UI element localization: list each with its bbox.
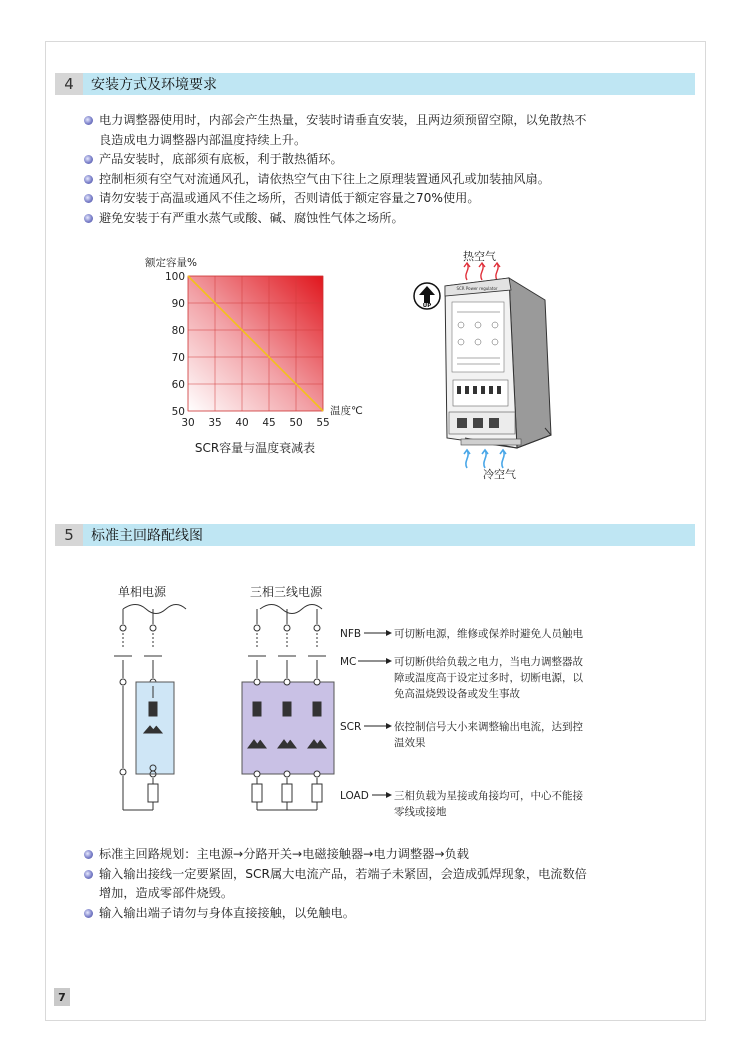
chart-y-ticks [165, 271, 185, 418]
svg-text:MC: MC [340, 656, 357, 668]
section-4-header [55, 73, 695, 95]
bullet-icon [84, 175, 93, 184]
chart-xlabel: 温度℃ [330, 405, 363, 417]
chart-x-tick-label: 35 [208, 417, 222, 429]
section-4-bullets [84, 111, 674, 228]
annotation-nfb [340, 627, 583, 640]
section-5-header [55, 524, 695, 546]
chart-x-ticks [181, 417, 329, 429]
scr-description-line: 依控制信号大小来调整输出电流，达到控 [394, 721, 583, 733]
derating-chart [140, 252, 370, 462]
list-item: 增加，造成零部件烧毁。 [99, 886, 234, 900]
up-icon [414, 283, 440, 309]
hot-air-arrows-icon [464, 263, 500, 280]
chart-y-tick-label: 70 [171, 352, 185, 364]
list-item: 标准主回路规划：主电源→分路开关→电磁接触器→电力调整器→负载 [84, 845, 674, 865]
chart-ylabel: 额定容量% [145, 257, 197, 269]
chart-y-tick-label: 100 [164, 271, 185, 283]
svg-text:NFB: NFB [340, 628, 362, 640]
wiring-diagram [100, 578, 660, 828]
list-item: 电力调整器使用时，内部会产生热量，安装时请垂直安装，且两边须预留空隙，以免散热不 [84, 111, 674, 131]
scr-description-line: 温效果 [394, 737, 426, 749]
bullet-icon [84, 870, 93, 879]
section-4-number: 4 [55, 73, 83, 95]
mc-description-line: 障或温度高于设定过多时，切断电源，以 [394, 672, 583, 684]
device-illustration [405, 240, 585, 485]
annotation-mc [340, 655, 583, 700]
chart-x-tick-label: 45 [262, 417, 276, 429]
ac-source-icon [123, 605, 186, 614]
device-brand-text: SCR Power regulator [456, 286, 498, 291]
page-number: 7 [54, 988, 70, 1006]
bullet-icon [84, 194, 93, 203]
ac-source-icon [260, 605, 322, 614]
svg-text:UP: UP [422, 303, 432, 309]
list-item: 避免安装于有严重水蒸气或酸、碱、腐蚀性气体之场所。 [84, 209, 674, 229]
bullet-icon [84, 116, 93, 125]
list-item: 输入输出接线一定要紧固，SCR属大电流产品，若端子未紧固，会造成弧焊现象，电流数倍 [84, 865, 674, 885]
hot-air-label: 热空气 [463, 250, 496, 263]
list-item: 产品安装时，底部须有底板，利于散热循环。 [84, 150, 674, 170]
list-item: 输入输出端子请勿与身体直接接触，以免触电。 [84, 904, 674, 924]
section-4-title: 安装方式及环境要求 [83, 73, 695, 95]
svg-text:SCR: SCR [340, 721, 362, 733]
bullet-icon [84, 850, 93, 859]
bullet-icon [84, 155, 93, 164]
single-phase-circuit [114, 605, 186, 811]
three-phase-circuit [242, 605, 334, 811]
list-item: 良造成电力调整器内部温度持续上升。 [99, 132, 307, 147]
svg-text:LOAD: LOAD [340, 790, 369, 802]
chart-y-tick-label: 60 [171, 379, 185, 391]
section-5-number: 5 [55, 524, 83, 546]
load-description-line: 三相负载为星接或角接均可，中心不能接 [394, 790, 583, 802]
chart-x-tick-label: 55 [316, 417, 330, 429]
cold-air-arrows-icon [464, 450, 506, 468]
list-item: 请勿安装于高温或通风不佳之场所，否则请低于额定容量之70%使用。 [84, 189, 674, 209]
load-description-line: 零线或接地 [394, 806, 447, 818]
chart-y-tick-label: 50 [171, 406, 185, 418]
chart-y-tick-label: 80 [171, 325, 185, 337]
scr-device-body [445, 278, 551, 448]
chart-x-tick-label: 30 [181, 417, 195, 429]
section-5-title: 标准主回路配线图 [83, 524, 695, 546]
bullet-icon [84, 214, 93, 223]
bullet-icon [84, 909, 93, 918]
list-item: 控制柜须有空气对流通风孔，请依热空气由下往上之原理装置通风孔或加装抽风扇。 [84, 170, 674, 190]
section-5-bullets [84, 845, 674, 923]
single-phase-label: 单相电源 [118, 585, 167, 599]
chart-y-tick-label: 90 [171, 298, 185, 310]
mc-description-line: 可切断供给负载之电力，当电力调整器故 [394, 656, 583, 668]
annotation-load [340, 789, 583, 818]
mc-description-line: 免高温烧毁设备或发生事故 [394, 688, 520, 700]
chart-x-tick-label: 40 [235, 417, 249, 429]
chart-title: SCR容量与温度衰减表 [194, 441, 316, 455]
three-phase-label: 三相三线电源 [250, 585, 323, 599]
cold-air-label: 冷空气 [483, 468, 516, 481]
annotation-scr [340, 720, 583, 749]
nfb-description: 可切断电源，维修或保养时避免人员触电 [394, 628, 583, 640]
chart-x-tick-label: 50 [289, 417, 303, 429]
